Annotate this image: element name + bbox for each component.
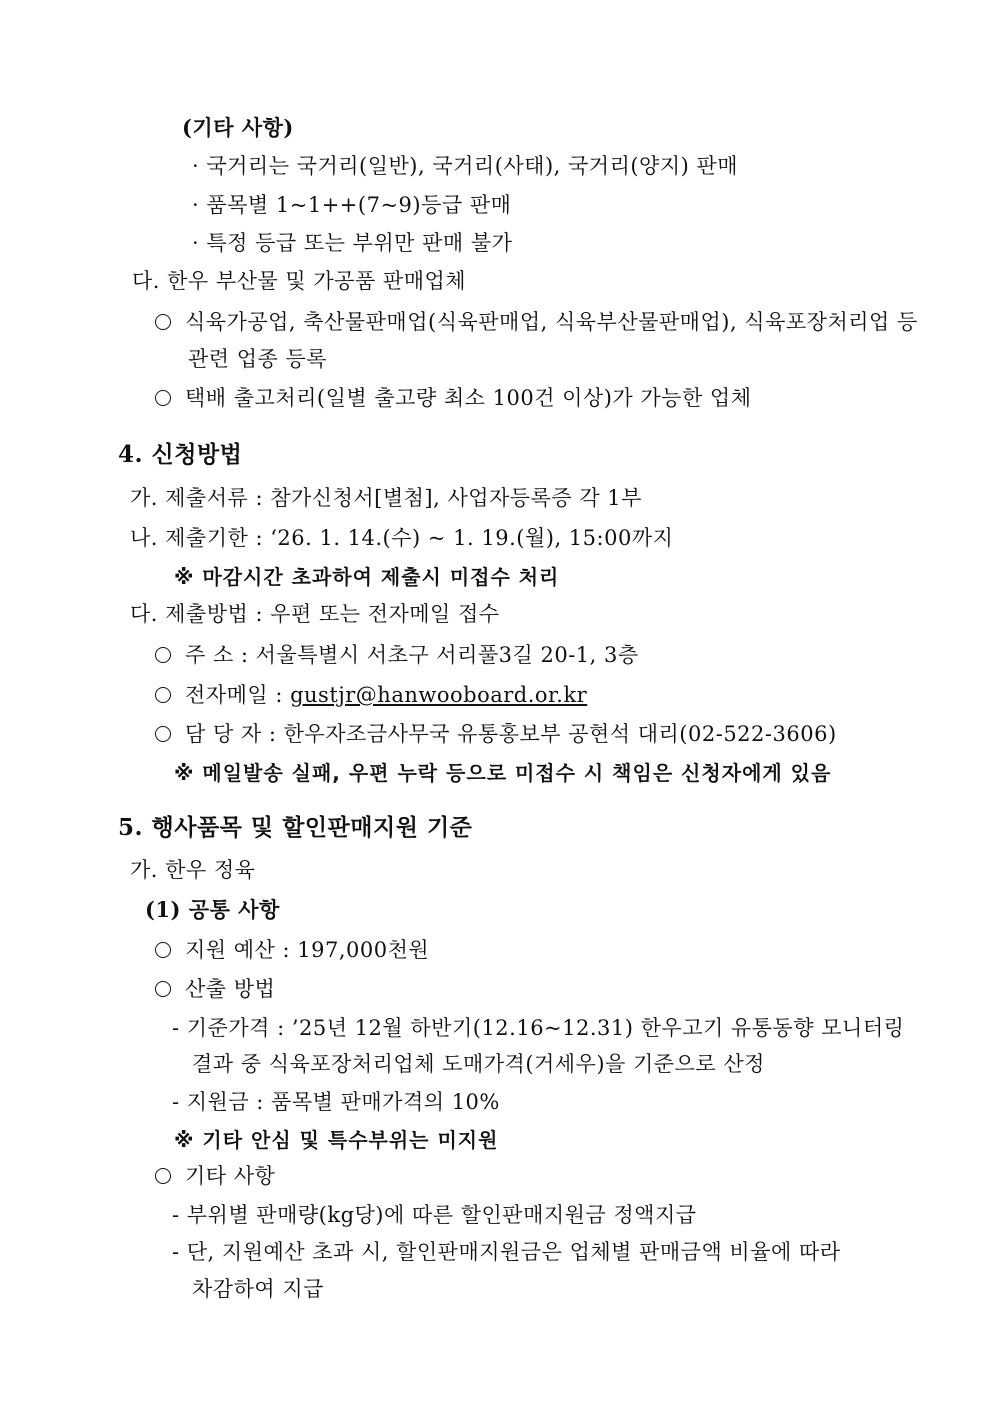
note-responsibility: ※ 메일발송 실패, 우편 누락 등으로 미접수 시 책임은 신청자에게 있음 <box>174 761 832 785</box>
circle-item-address: 주 소 : 서울특별시 서초구 서리풀3길 20-1, 3층 <box>155 641 639 669</box>
dash-line: - 기준가격 : ’25년 12월 하반기(12.16~12.31) 한우고기 유통동향 모니터링 <box>172 1016 905 1040</box>
circle-bullet-icon <box>155 942 171 958</box>
note-excluded: ※ 기타 안심 및 특수부위는 미지원 <box>174 1128 499 1152</box>
circle-bullet-icon <box>155 647 171 663</box>
bullet-line: · 품목별 1~1++(7~9)등급 판매 <box>192 193 512 217</box>
circle-bullet-icon <box>155 390 171 406</box>
circle-bullet-icon <box>155 687 171 703</box>
circle-item: 지원 예산 : 197,000천원 <box>155 936 429 964</box>
circle-item: 택배 출고처리(일별 출고량 최소 100건 이상)가 가능한 업체 <box>155 384 752 412</box>
subsection-line: 가. 제출서류 : 참가신청서[별첨], 사업자등록증 각 1부 <box>130 486 642 510</box>
circle-item: 산출 방법 <box>155 975 275 1003</box>
circle-item: 식육가공업, 축산물판매업(식육판매업, 식육부산물판매업), 식육포장처리업 등 <box>155 308 918 336</box>
continuation-line: 차감하여 지급 <box>192 1277 324 1301</box>
circle-bullet-icon <box>155 981 171 997</box>
circle-item-contact: 담 당 자 : 한우자조금사무국 유통홍보부 공현석 대리(02-522-3606) <box>155 720 837 748</box>
section-heading-5: 5. 행사품목 및 할인판매지원 기준 <box>118 814 473 841</box>
continuation-line: 결과 중 식육포장처리업체 도매가격(거세우)을 기준으로 산정 <box>192 1052 765 1076</box>
subsection-line: 가. 한우 정육 <box>130 858 256 882</box>
dash-line: - 단, 지원예산 초과 시, 할인판매지원금은 업체별 판매금액 비율에 따라 <box>172 1240 841 1264</box>
section-subtitle-other: (기타 사항) <box>182 115 294 140</box>
email-link[interactable]: gustjr@hanwooboard.or.kr <box>290 683 588 707</box>
section-heading-4: 4. 신청방법 <box>118 441 243 468</box>
continuation-line: 관련 업종 등록 <box>188 347 328 371</box>
subsection-title: 다. 한우 부산물 및 가공품 판매업체 <box>132 269 467 293</box>
circle-bullet-icon <box>155 314 171 330</box>
subsection-line: 다. 제출방법 : 우편 또는 전자메일 접수 <box>130 602 500 626</box>
circle-item: 기타 사항 <box>155 1162 275 1190</box>
note-deadline: ※ 마감시간 초과하여 제출시 미접수 처리 <box>174 565 560 589</box>
bullet-line: · 국거리는 국거리(일반), 국거리(사태), 국거리(양지) 판매 <box>192 154 739 178</box>
subsection-line: 나. 제출기한 : ‘26. 1. 14.(수) ~ 1. 19.(월), 15:00까지 <box>130 526 674 550</box>
dash-line: - 지원금 : 품목별 판매가격의 10% <box>172 1090 500 1114</box>
circle-item-email: 전자메일 : gustjr@hanwooboard.or.kr <box>155 681 587 709</box>
sub-subsection-title: (1) 공통 사항 <box>145 897 280 922</box>
circle-bullet-icon <box>155 726 171 742</box>
bullet-line: · 특정 등급 또는 부위만 판매 불가 <box>192 231 513 255</box>
dash-line: - 부위별 판매량(kg당)에 따른 할인판매지원금 정액지급 <box>172 1203 697 1227</box>
circle-bullet-icon <box>155 1168 171 1184</box>
